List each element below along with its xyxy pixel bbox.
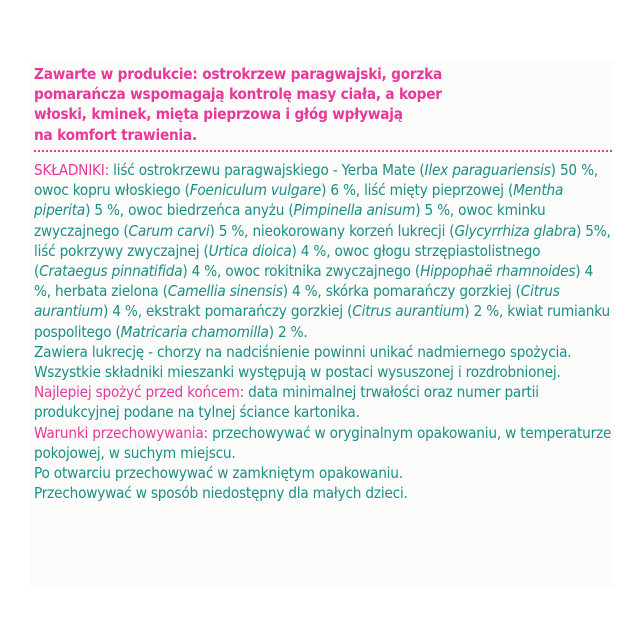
- ingredients-text: ) 5 %, nieokorowany korzeń lukrecji (: [209, 221, 455, 240]
- ingredients-text: ) 4 %, ekstrakt pomarańczy gorzkiej (: [103, 302, 353, 321]
- ingredients-text: ) 5 %, owoc kminku zwyczajnego (: [34, 201, 546, 240]
- latin-name: Glycyrrhiza glabra: [454, 221, 576, 240]
- ingredients-text: ) 4 %, owoc głogu strzępiastolistnego (: [34, 241, 541, 281]
- latin-name: Mentha piperita: [34, 181, 564, 220]
- storage-text: przechowywać w oryginalnym opakowaniu, w temperaturze pokojowej, w suchym miejscu.: [34, 423, 612, 462]
- latin-name: Pimpinella anisum: [293, 201, 416, 220]
- ingredients-paragraph: [34, 160, 614, 342]
- storage-paragraph: [34, 423, 614, 463]
- licorice-warning: Zawiera lukrecję - chorzy na nadciśnienie powinni unikać nadmiernego spożycia. Wszystkie składniki mieszanki występują w postaci wysuszonej i rozdrobnionej.: [34, 342, 572, 382]
- latin-name: Foeniculum vulgare: [189, 181, 322, 200]
- best-before-heading: Najlepiej spożyć przed końcem:: [34, 383, 244, 402]
- ingredients-text: liść ostrokrzewu paragwajskiego - Yerba Mate (: [109, 161, 425, 179]
- ingredients-text: ) 4 %, owoc rokitnika zwyczajnego (: [182, 262, 421, 281]
- dotted-divider: [34, 150, 612, 152]
- latin-name: Camellia sinensis: [167, 282, 283, 301]
- ingredients-text: ) 2 %.: [268, 322, 308, 341]
- storage-children-warning: Przechowywać w sposób niedostępny dla małych dzieci.: [34, 484, 408, 503]
- ingredients-heading: SKŁADNIKI:: [34, 161, 110, 179]
- latin-name: Carum carvi: [128, 221, 210, 240]
- ingredients-text: ) 2 %, kwiat rumianku pospolitego (: [34, 302, 610, 341]
- latin-name: Matricaria chamomilla: [120, 322, 269, 341]
- ingredients-text: ) 4 %, skórka pomarańczy gorzkiej (: [282, 282, 521, 301]
- storage-after-opening: Po otwarciu przechowywać w zamkniętym opakowaniu.: [34, 464, 403, 483]
- ingredients-text: ) 50 %, owoc kopru włoskiego (: [34, 161, 598, 200]
- claim-line-4: na komfort trawienia.: [34, 125, 198, 144]
- latin-name: Urtica dioica: [208, 241, 292, 260]
- latin-name: Crataegus pinnatifida: [39, 262, 183, 281]
- latin-name: Citrus aurantium: [34, 282, 560, 321]
- claim-line-3: włoski, kminek, mięta pieprzowa i głóg wpływają: [34, 105, 403, 124]
- ingredients-text: ) 4 %, herbata zielona (: [34, 262, 594, 301]
- claim-line-1: Zawarte w produkcie: ostrokrzew paragwajski, gorzka: [34, 65, 443, 83]
- ingredients-text: ) 5%, liść pokrzywy zwyczajnej (: [34, 221, 611, 260]
- best-before-text: data minimalnej trwałości oraz numer partii produkcyjnej podane na tylnej ściance kartonika.: [34, 383, 539, 422]
- claim-line-2: pomarańcza wspomagają kontrolę masy ciała, a koper: [34, 85, 442, 104]
- best-before-paragraph: [34, 382, 614, 422]
- latin-name: Citrus aurantium: [352, 302, 465, 321]
- latin-name: Ilex paraguariensis: [424, 161, 551, 179]
- ingredients-text: ) 6 %, liść mięty pieprzowej (: [321, 181, 514, 200]
- storage-heading: Warunki przechowywania:: [34, 423, 208, 442]
- latin-name: Hippophaë rhamnoides: [420, 262, 576, 281]
- label-body: [34, 160, 614, 503]
- ingredients-text: ) 5 %, owoc biedrzeńca anyżu (: [85, 201, 294, 220]
- health-claim: [34, 64, 614, 145]
